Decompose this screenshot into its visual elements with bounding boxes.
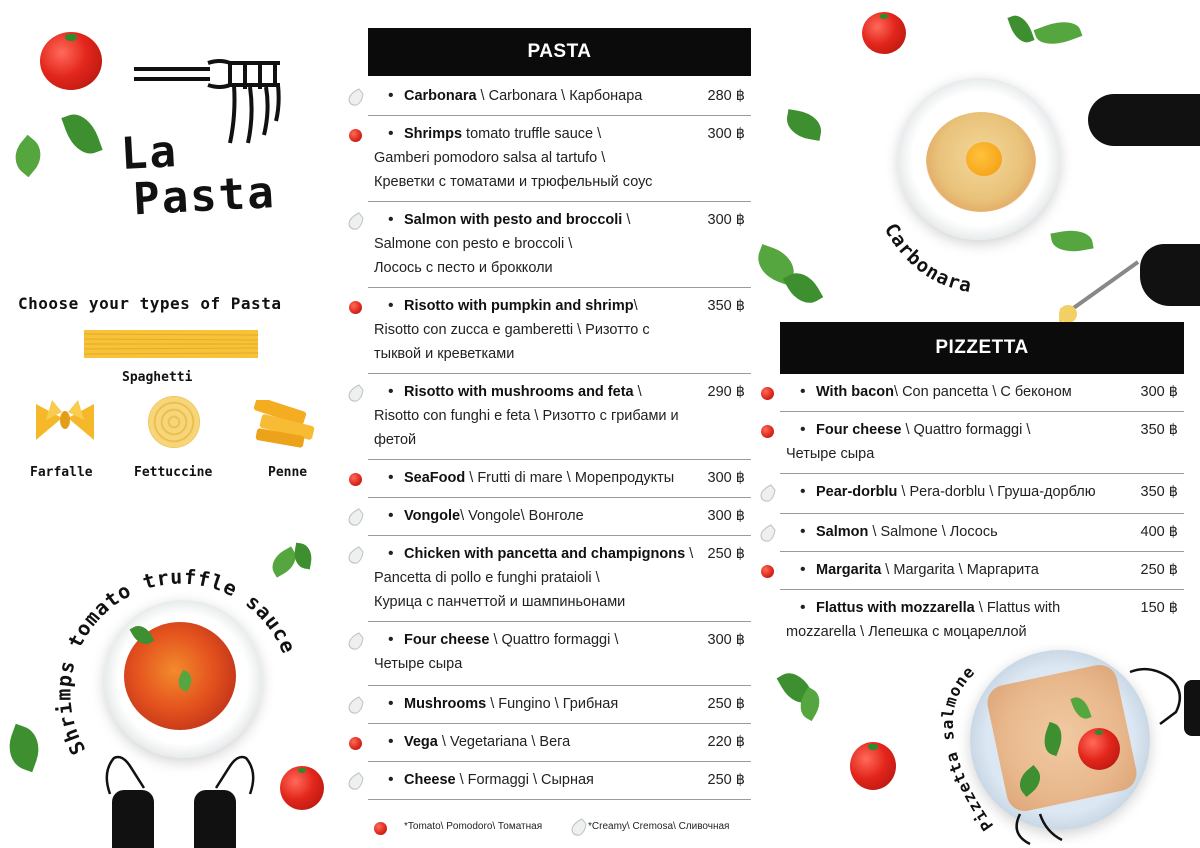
menu-item-line [374, 84, 642, 108]
menu-item-line [786, 520, 998, 544]
tomato-sauce-icon [349, 737, 362, 750]
menu-item-row [368, 202, 751, 288]
pasta-type-label: Fettuccine [134, 465, 213, 480]
menu-item-translation: \ [633, 298, 638, 314]
menu-item-translation: \ Margarita \ Маргарита [881, 562, 1039, 578]
menu-item-price: 300 ฿ [707, 508, 745, 524]
menu-item-line [786, 558, 1039, 582]
pasta-type-label: Farfalle [30, 465, 93, 480]
tomato-sauce-icon [349, 301, 362, 314]
menu-item-translation: \ Formaggi \ Сырная [455, 772, 594, 788]
menu-item-price: 250 ฿ [707, 696, 745, 712]
menu-item-translation: \ Con pancetta \ С беконом [894, 384, 1072, 400]
brand-logo [120, 124, 277, 224]
menu-item-line [374, 466, 674, 490]
menu-item-description [786, 520, 998, 544]
menu-item-line [374, 768, 594, 792]
menu-item-description [374, 504, 584, 528]
spaghetti-icon [84, 328, 258, 360]
menu-item-row [368, 498, 751, 536]
menu-item-price: 400 ฿ [1140, 524, 1178, 540]
menu-item-row [368, 78, 751, 116]
basil-leaf-decoration [61, 109, 102, 160]
menu-item-name: Pear-dorblu [816, 484, 898, 500]
svg-text:Carbonara [880, 219, 974, 297]
menu-item-translation: \ Vongole\ Вонголе [460, 508, 584, 524]
menu-item-name: Risotto with mushrooms and feta [404, 384, 634, 400]
menu-item-translation-line: фетой [374, 432, 417, 448]
basil-leaf-decoration [1034, 15, 1083, 51]
menu-item-row [780, 412, 1184, 474]
fettuccine-icon [148, 396, 200, 448]
menu-item-name: Carbonara [404, 88, 477, 104]
menu-item-row [780, 474, 1184, 514]
menu-item-description [374, 84, 642, 108]
menu-item-name: With bacon [816, 384, 895, 400]
menu-item-translation: \ Frutti di mare \ Морепродукты [465, 470, 675, 486]
carbonara-caption-curve [878, 216, 1028, 306]
menu-item-name: Mushrooms [404, 696, 487, 712]
pasta-section-header: PASTA [368, 28, 751, 76]
menu-item-line [786, 380, 1072, 404]
menu-item-translation-line: Salmone con pesto e broccoli \ [374, 236, 573, 252]
pasta-types-title: Choose your types of Pasta [18, 294, 282, 313]
menu-item-row [368, 460, 751, 498]
basil-leaf-decoration [1007, 12, 1034, 46]
menu-item-line [786, 418, 1030, 442]
cream-sauce-icon [347, 88, 364, 107]
cream-sauce-icon [347, 632, 364, 651]
tomato-sauce-icon [374, 822, 387, 835]
tomato-sauce-icon [761, 387, 774, 400]
menu-item-price: 250 ฿ [707, 546, 745, 562]
menu-item-name: Salmon with pesto and broccoli [404, 212, 623, 228]
basil-leaf-decoration [1050, 227, 1093, 256]
menu-item-description [374, 692, 618, 716]
menu-item-translation-line: Креветки с томатами и трюфельный соус [374, 174, 653, 190]
shrimps-caption: Shrimps tomato truffle sauce [51, 564, 302, 759]
menu-item-description [786, 418, 1030, 466]
menu-item-description [374, 122, 652, 194]
menu-item-price: 300 ฿ [707, 470, 745, 486]
menu-item-price: 150 ฿ [1140, 600, 1178, 616]
menu-item-line [374, 542, 693, 566]
brand-line2: Pasta [131, 167, 277, 226]
menu-item-line [786, 596, 1060, 620]
menu-item-row [780, 374, 1184, 412]
menu-item-description [786, 380, 1072, 404]
menu-item-line [374, 504, 584, 528]
menu-item-line [374, 294, 650, 318]
menu-item-row [368, 686, 751, 724]
pasta-type-label: Spaghetti [122, 370, 193, 385]
menu-item-price: 300 ฿ [707, 212, 745, 228]
menu-item-line [374, 628, 618, 652]
cream-sauce-icon [347, 384, 364, 403]
tomato-sauce-icon [349, 473, 362, 486]
menu-item-translation-line: Лосось с песто и брокколи [374, 260, 553, 276]
menu-item-description [374, 628, 618, 676]
menu-item-row [368, 536, 751, 622]
menu-item-row [368, 622, 751, 686]
menu-item-description [374, 730, 570, 754]
menu-item-translation-line: Четыре сыра [374, 656, 463, 672]
menu-item-description [374, 542, 693, 614]
menu-item-translation: \ [622, 212, 631, 228]
left-hand-illustration [112, 790, 154, 848]
menu-item-name: Flattus with mozzarella [816, 600, 975, 616]
menu-item-price: 300 ฿ [707, 126, 745, 142]
menu-item-name: Shrimps [404, 126, 463, 142]
svg-text:Pizzetta salmone [938, 662, 997, 835]
menu-item-name: Margarita [816, 562, 882, 578]
cream-sauce-icon [347, 772, 364, 791]
cream-sauce-icon [347, 546, 364, 565]
basil-leaf-decoration [784, 109, 824, 141]
menu-item-translation-line: Risotto con funghi e feta \ Ризотто с грибами и [374, 408, 679, 424]
menu-item-name: Cheese [404, 772, 456, 788]
cream-sauce-icon [347, 508, 364, 527]
menu-item-name: Risotto with pumpkin and shrimp [404, 298, 634, 314]
menu-item-description [786, 596, 1060, 644]
menu-item-price: 250 ฿ [707, 772, 745, 788]
pasta-type-label: Penne [268, 465, 308, 480]
brand-line1: La [119, 126, 180, 180]
pizzetta-caption: Pizzetta salmone [937, 661, 998, 835]
menu-item-row [368, 288, 751, 374]
menu-item-row [780, 514, 1184, 552]
svg-text:Shrimps tomato truffle sauce [51, 565, 301, 759]
menu-item-row [368, 724, 751, 762]
cream-sauce-icon [759, 484, 776, 503]
menu-item-price: 350 ฿ [1140, 484, 1178, 500]
menu-item-name: SeaFood [404, 470, 466, 486]
tomato-sauce-icon [761, 425, 774, 438]
menu-item-description [374, 380, 679, 452]
tomato-decoration [40, 32, 102, 90]
tomato-decoration [850, 742, 896, 790]
menu-item-translation: \ Vegetariana \ Вега [437, 734, 571, 750]
cream-sauce-icon [570, 818, 587, 837]
menu-item-translation: \ Fungino \ Грибная [486, 696, 619, 712]
cream-sauce-icon [347, 696, 364, 715]
menu-item-translation: \ Quattro formaggi \ [901, 422, 1031, 438]
menu-item-price: 350 ฿ [1140, 422, 1178, 438]
menu-item-translation-line: Курица с панчеттой и шампиньонами [374, 594, 626, 610]
menu-item-translation-line: Gamberi pomodoro salsa al tartufo \ [374, 150, 606, 166]
pizzetta-section-header: PIZZETTA [780, 322, 1184, 374]
basil-leaf-decoration [7, 135, 49, 178]
menu-item-price: 290 ฿ [707, 384, 745, 400]
menu-item-translation: tomato truffle sauce \ [462, 126, 602, 142]
menu-item-translation-line: mozzarella \ Лепешка с моцареллой [786, 624, 1027, 640]
menu-item-description [374, 208, 630, 280]
menu-item-name: Chicken with pancetta and champignons [404, 546, 686, 562]
menu-item-translation: \ Quattro formaggi \ [489, 632, 619, 648]
menu-item-translation: \ Flattus with [974, 600, 1061, 616]
menu-item-line [374, 730, 570, 754]
menu-item-translation-line: Risotto con zucca e gamberetti \ Ризотто с [374, 322, 650, 338]
penne-icon [250, 400, 320, 450]
menu-item-price: 300 ฿ [1140, 384, 1178, 400]
menu-item-price: 350 ฿ [707, 298, 745, 314]
farfalle-icon [32, 398, 98, 446]
menu-item-translation: \ Pera-dorblu \ Груша-дорблю [897, 484, 1096, 500]
menu-item-name: Vongole [404, 508, 461, 524]
menu-item-row [780, 552, 1184, 590]
tomato-decoration [280, 766, 324, 810]
menu-item-line [374, 692, 618, 716]
menu-item-translation: \ Salmone \ Лосось [868, 524, 998, 540]
tomato-sauce-icon [349, 129, 362, 142]
hand-illustration [1140, 244, 1200, 306]
menu-item-description [374, 768, 594, 792]
menu-item-description [374, 294, 650, 366]
menu-item-translation: \ Carbonara \ Карбонара [476, 88, 643, 104]
menu-item-translation: \ [685, 546, 694, 562]
cream-sauce-icon [759, 524, 776, 543]
menu-item-translation-line: тыквой и креветками [374, 346, 515, 362]
menu-item-name: Four cheese [404, 632, 490, 648]
menu-item-line [786, 480, 1096, 504]
menu-item-price: 300 ฿ [707, 632, 745, 648]
legend-tomato: *Tomato\ Pomodoro\ Томатная [404, 821, 543, 832]
menu-item-description [786, 480, 1096, 504]
menu-item-name: Salmon [816, 524, 869, 540]
menu-item-row [368, 116, 751, 202]
menu-item-line [374, 380, 679, 404]
menu-item-translation: \ [633, 384, 642, 400]
menu-item-name: Four cheese [816, 422, 902, 438]
menu-item-name: Vega [404, 734, 438, 750]
egg-yolk [966, 142, 1002, 176]
cream-sauce-icon [347, 212, 364, 231]
menu-item-price: 220 ฿ [707, 734, 745, 750]
menu-item-row [368, 762, 751, 800]
menu-item-line [374, 208, 630, 232]
menu-item-description [786, 558, 1039, 582]
menu-item-price: 280 ฿ [707, 88, 745, 104]
pizzetta-caption-curve [930, 640, 1050, 840]
menu-item-price: 250 ฿ [1140, 562, 1178, 578]
tomato-decoration [862, 12, 906, 54]
menu-item-translation-line: Четыре сыра [786, 446, 875, 462]
hand-illustration [1088, 94, 1200, 146]
menu-item-description [374, 466, 674, 490]
menu-item-translation-line: Pancetta di pollo e funghi prataioli \ [374, 570, 600, 586]
menu-item-row [368, 374, 751, 460]
menu-item-line [374, 122, 652, 146]
carbonara-caption: Carbonara [879, 219, 974, 298]
legend-cream: *Creamy\ Cremosa\ Сливочная [588, 821, 730, 832]
tomato-sauce-icon [761, 565, 774, 578]
shrimps-caption-curve [40, 560, 320, 770]
right-hand-illustration [194, 790, 236, 848]
